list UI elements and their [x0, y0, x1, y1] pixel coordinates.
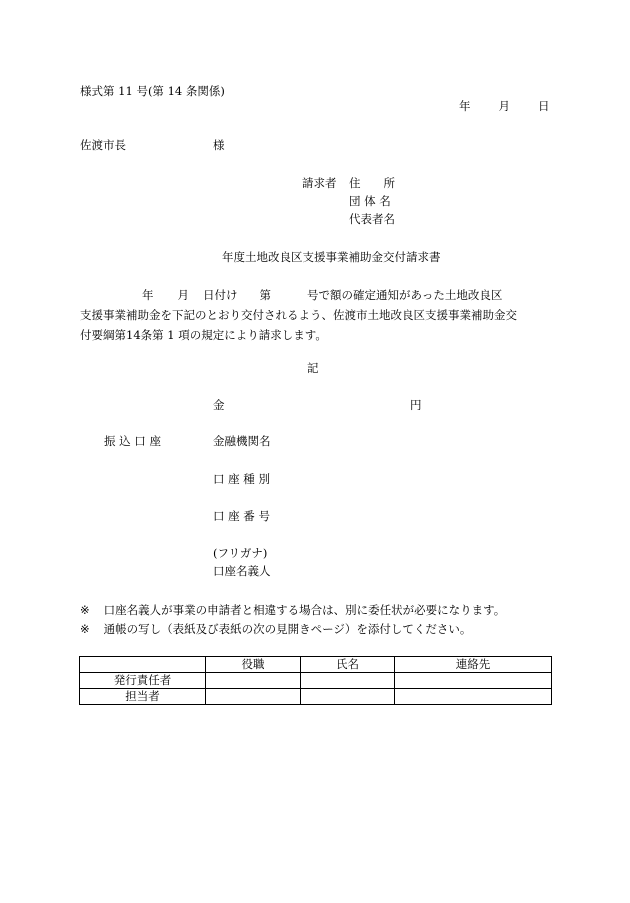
staff-position-cell[interactable] — [206, 689, 301, 705]
row-label-issuer: 発行責任者 — [80, 673, 206, 689]
note-2-mark: ※ — [80, 622, 90, 636]
row-label-staff: 担当者 — [80, 689, 206, 705]
note-1-mark: ※ — [80, 603, 90, 617]
body-month: 月 — [177, 288, 189, 302]
note-2 — [80, 622, 471, 637]
document-title: 年度土地改良区支援事業補助金交付請求書 — [222, 250, 441, 264]
amount-label: 金 — [213, 398, 225, 412]
issuer-name-cell[interactable] — [301, 673, 395, 689]
body-number-prefix: 第 — [259, 288, 271, 302]
requester-org-label: 団 体 名 — [349, 194, 391, 208]
bank-account-number-label: 口 座 番 号 — [213, 509, 270, 523]
date-month: 月 — [498, 99, 510, 113]
date-day: 日 — [538, 99, 550, 113]
table-row — [80, 673, 552, 689]
body-line-2: 支援事業補助金を下記のとおり交付されるよう、佐渡市土地改良区支援事業補助金交 — [80, 308, 517, 322]
note-1 — [80, 603, 505, 618]
staff-name-cell[interactable] — [301, 689, 395, 705]
issuer-contact-cell[interactable] — [395, 673, 552, 689]
note-1-text: 口座名義人が事業の申請者と相違する場合は、別に委任状が必要になります。 — [103, 603, 506, 617]
bank-institution-label: 金融機関名 — [213, 434, 271, 448]
form-number: 様式第 11 号(第 14 条関係) — [80, 84, 225, 98]
bank-holder-label: 口座名義人 — [213, 564, 271, 578]
body-line-3: 付要綱第14条第 1 項の規定により請求します。 — [80, 328, 327, 342]
contact-table — [79, 656, 552, 705]
body-paragraph — [80, 285, 552, 345]
header-name: 氏名 — [301, 657, 395, 673]
body-line-1 — [80, 285, 552, 305]
amount-unit: 円 — [410, 398, 422, 412]
requester-label: 請求者 — [302, 176, 337, 190]
requester-rep-label: 代表者名 — [349, 212, 395, 226]
staff-contact-cell[interactable] — [395, 689, 552, 705]
header-contact: 連絡先 — [395, 657, 552, 673]
addressee-name: 佐渡市長 — [80, 138, 126, 152]
body-year: 年 — [142, 288, 154, 302]
ki-mark: 記 — [307, 361, 319, 375]
table-row — [80, 689, 552, 705]
body-dated: 日付け — [203, 288, 238, 302]
header-position: 役職 — [206, 657, 301, 673]
bank-account-type-label: 口 座 種 別 — [213, 472, 270, 486]
date-year: 年 — [459, 99, 471, 113]
date-line — [459, 99, 550, 114]
header-blank — [80, 657, 206, 673]
requester-address-label: 住 所 — [349, 176, 395, 190]
body-line-1-rest: 号で額の確定通知があった土地改良区 — [307, 288, 503, 302]
bank-furigana-label: (フリガナ) — [213, 546, 268, 560]
addressee-honorific: 様 — [213, 138, 225, 152]
note-2-text: 通帳の写し（表紙及び表紙の次の見開きページ）を添付してください。 — [103, 622, 472, 636]
table-header-row — [80, 657, 552, 673]
bank-section-label: 振 込 口 座 — [104, 434, 161, 448]
issuer-position-cell[interactable] — [206, 673, 301, 689]
